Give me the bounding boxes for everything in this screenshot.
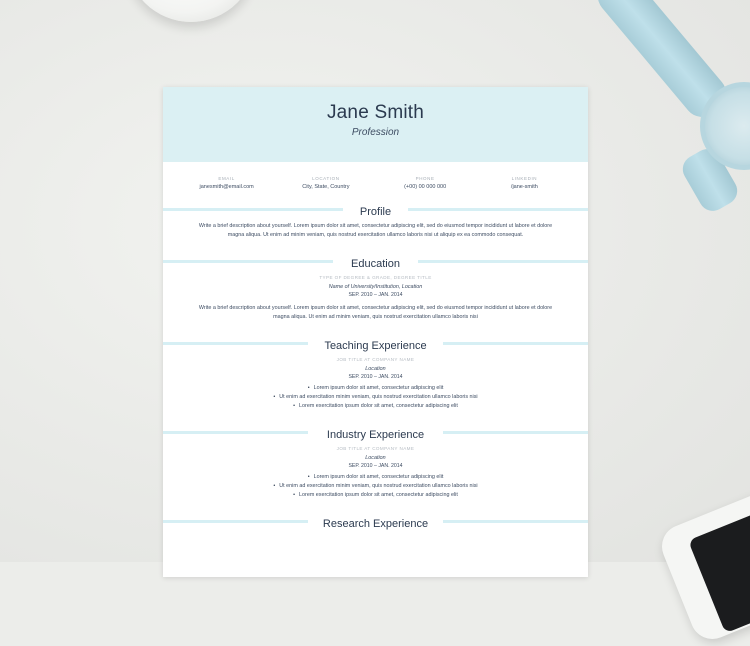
divider-bar [418, 260, 588, 263]
contact-location [276, 176, 375, 190]
divider-bar [163, 260, 333, 263]
list-item: • Ut enim ad exercitation minim veniam, quis nostrud exercitation ullamco laboris nisi [163, 393, 588, 402]
section-title: Teaching Experience [318, 340, 432, 352]
industry-bullets [163, 473, 588, 500]
contact-label: LOCATION [312, 176, 340, 181]
divider-bar [163, 208, 343, 211]
contact-linkedin [475, 176, 574, 190]
list-item: • Ut enim ad exercitation minim veniam, quis nostrud exercitation ullamco laboris nisi [163, 482, 588, 491]
resume-name: Jane Smith [326, 102, 425, 123]
section-research-heading [163, 514, 588, 531]
section-title: Industry Experience [321, 429, 430, 441]
job-title: JOB TITLE AT COMPANY NAME [336, 446, 415, 452]
job-dates: SEP. 2010 – JAN. 2014 [348, 374, 403, 381]
section-education-heading [163, 254, 588, 271]
profile-description: Write a brief description about yourself. Lorem ipsum dolor sit amet, consectetur adipiscing elit, sed do eiusmod tempor incididunt ut labore et dolore magna aliqua. Ut enim ad minim veniam, quis nostrud exercitation ullamco laboris nisi ut aliquip ex ea commodo consequat. [198, 223, 553, 238]
list-item: • Lorem ipsum dolor sit amet, consectetur adipiscing elit [163, 384, 588, 393]
section-profile-heading [163, 202, 588, 216]
contact-phone [376, 176, 475, 190]
job-location: Location [365, 366, 386, 373]
divider-bar [163, 342, 308, 345]
divider-bar [443, 431, 588, 434]
teaching-bullets [163, 384, 588, 411]
education-dates: SEP. 2010 – JAN. 2014 [348, 292, 403, 299]
resume-sheet [163, 87, 588, 577]
section-industry-heading [163, 425, 588, 442]
contact-value: (+00) 00 000 000 [404, 184, 447, 190]
divider-bar [443, 520, 588, 523]
section-title: Education [345, 258, 406, 270]
divider-bar [163, 520, 308, 523]
job-title: JOB TITLE AT COMPANY NAME [336, 357, 415, 363]
divider-bar [408, 208, 588, 211]
resume-header [163, 87, 588, 162]
divider-bar [163, 431, 308, 434]
list-item: • Lorem ipsum dolor sit amet, consectetur adipiscing elit [163, 473, 588, 482]
list-item: • Lorem exercitation ipsum dolor sit amet, consectetur adipiscing elit [163, 491, 588, 500]
list-item: • Lorem exercitation ipsum dolor sit amet, consectetur adipiscing elit [163, 402, 588, 411]
section-title: Profile [354, 206, 397, 218]
job-dates: SEP. 2010 – JAN. 2014 [348, 463, 403, 470]
education-description: Write a brief description about yourself. Lorem ipsum dolor sit amet, consectetur adipiscing elit, sed do eiusmod tempor incididunt ut labore et dolore magna aliqua. Ut enim ad minim veniam, quis nostrud exercitation ullamco laboris nisi [198, 305, 553, 320]
contact-value: janesmith@email.com [199, 184, 254, 190]
contact-value: City, State, Country [302, 184, 350, 190]
institution: Name of University/Institution, Location [328, 284, 423, 291]
contact-label: EMAIL [218, 176, 235, 181]
contact-email [177, 176, 276, 190]
contact-row [163, 162, 588, 190]
resume-profession: Profession [351, 127, 400, 138]
section-title: Research Experience [317, 518, 434, 530]
job-location: Location [365, 455, 386, 462]
degree-title: TYPE OF DEGREE & GRADE, DEGREE TITLE [319, 275, 432, 281]
contact-label: PHONE [415, 176, 435, 181]
divider-bar [443, 342, 588, 345]
contact-value: /jane-smith [510, 184, 538, 190]
section-teaching-heading [163, 336, 588, 353]
contact-label: LINKEDIN [511, 176, 538, 181]
